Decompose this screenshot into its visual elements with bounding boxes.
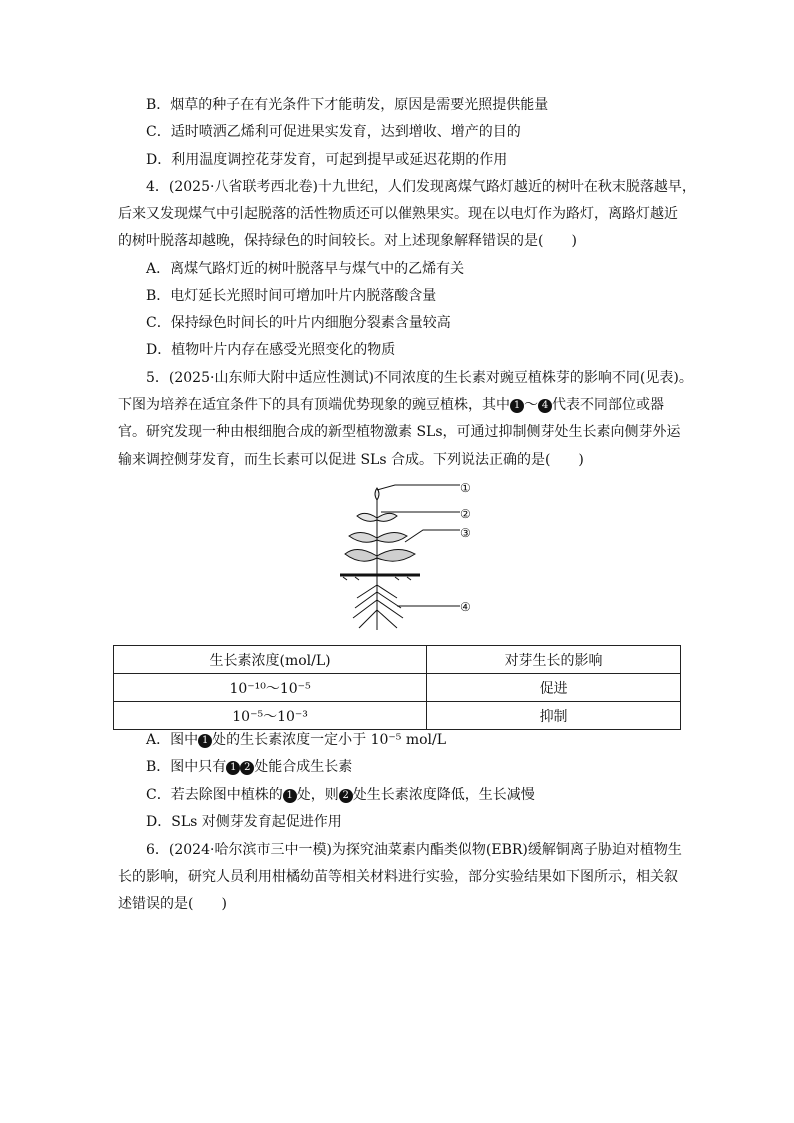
- circle-1-icon: 1: [510, 399, 524, 413]
- circle-4-icon: 4: [538, 399, 552, 413]
- table-cell: 10⁻⁵～10⁻³: [114, 702, 427, 730]
- table-cell: 10⁻¹⁰～10⁻⁵: [114, 674, 427, 702]
- q4-option-c: C．保持绿色时间长的叶片内细胞分裂素含量较高: [146, 315, 451, 331]
- q5-stem-line3: 官。研究发现一种由根细胞合成的新型植物激素 SLs，可通过抑制侧芽处生长素向侧芽外运: [118, 424, 681, 440]
- auxin-effect-table: [113, 645, 681, 730]
- q5-option-a: [146, 730, 446, 750]
- q3-option-b: B．烟草的种子在有光条件下才能萌发，原因是需要光照提供能量: [146, 97, 549, 113]
- q6-stem-line2: 长的影响，研究人员利用柑橘幼苗等相关材料进行实验，部分实验结果如下图所示，相关叙: [118, 869, 678, 885]
- q5-option-a-text-post: 处的生长素浓度一定小于 10⁻⁵ mol/L: [212, 732, 447, 748]
- pea-plant-diagram: [335, 480, 495, 635]
- circle-1-icon: 1: [283, 789, 297, 803]
- figure-label-2: ②: [460, 507, 471, 521]
- circle-1-icon: 1: [226, 761, 240, 775]
- q5-option-d: D．SLs 对侧芽发育起促进作用: [146, 814, 342, 830]
- q4-stem-line1: 4．(2025·八省联考西北卷)十九世纪，人们发现离煤气路灯越近的树叶在秋末脱落越早，: [146, 179, 696, 195]
- q4-stem-line2: 后来又发现煤气中引起脱落的活性物质还可以催熟果实。现在以电灯作为路灯，离路灯越近: [118, 206, 678, 222]
- q5-stem-line2: [118, 395, 678, 415]
- figure-label-1: ①: [460, 481, 471, 495]
- q4-stem-line3: 的树叶脱落却越晚，保持绿色的时间较长。对上述现象解释错误的是( ): [118, 233, 577, 249]
- figure-label-4: ④: [460, 600, 471, 614]
- q3-option-d: D．利用温度调控花芽发育，可起到提早或延迟花期的作用: [146, 152, 508, 168]
- table-row: [114, 674, 681, 702]
- q5-option-c-text-pre: C．若去除图中植株的: [146, 787, 283, 803]
- q5-stem-line4: 输来调控侧芽发育，而生长素可以促进 SLs 合成。下列说法正确的是( ): [118, 452, 584, 468]
- q4-option-b: B．电灯延长光照时间可增加叶片内脱落酸含量: [146, 288, 437, 304]
- table-header-cell: 对芽生长的影响: [427, 646, 681, 674]
- q4-option-d: D．植物叶片内存在感受光照变化的物质: [146, 342, 396, 358]
- circle-2-icon: 2: [339, 789, 353, 803]
- q4-option-a: A．离煤气路灯近的树叶脱落早与煤气中的乙烯有关: [146, 261, 465, 277]
- circle-2-icon: 2: [240, 761, 254, 775]
- q5-stem-line2-tilde: ～: [524, 397, 538, 413]
- table-header-cell: 生长素浓度(mol/L): [114, 646, 427, 674]
- q5-option-c: [146, 785, 535, 805]
- q5-stem-line2-text-c: 代表不同部位或器: [552, 397, 664, 413]
- table-cell: 促进: [427, 674, 681, 702]
- q3-option-c: C．适时喷洒乙烯利可促进果实发育，达到增收、增产的目的: [146, 124, 521, 140]
- table-cell: 抑制: [427, 702, 681, 730]
- q5-option-a-text-pre: A．图中: [146, 732, 199, 748]
- q5-stem-line2-text-a: 下图为培养在适宜条件下的具有顶端优势现象的豌豆植株，其中: [118, 397, 510, 413]
- table-header-row: [114, 646, 681, 674]
- q5-option-c-text-post: 处生长素浓度降低，生长减慢: [352, 787, 535, 803]
- q5-option-b: [146, 757, 352, 777]
- figure-label-3: ③: [460, 526, 471, 540]
- q6-stem-line3: 述错误的是( ): [118, 896, 227, 912]
- q5-stem-line1: 5．(2025·山东师大附中适应性测试)不同浓度的生长素对豌豆植株芽的影响不同(见表)。: [146, 370, 693, 386]
- table-row: [114, 702, 681, 730]
- circle-1-icon: 1: [198, 734, 212, 748]
- q5-option-b-text-post: 处能合成生长素: [254, 759, 353, 775]
- q5-option-b-text-pre: B．图中只有: [146, 759, 227, 775]
- q6-stem-line1: 6．(2024·哈尔滨市三中一模)为探究油菜素内酯类似物(EBR)缓解铜离子胁迫对植物生: [146, 842, 682, 858]
- q5-option-c-text-mid: 处，则: [296, 787, 339, 803]
